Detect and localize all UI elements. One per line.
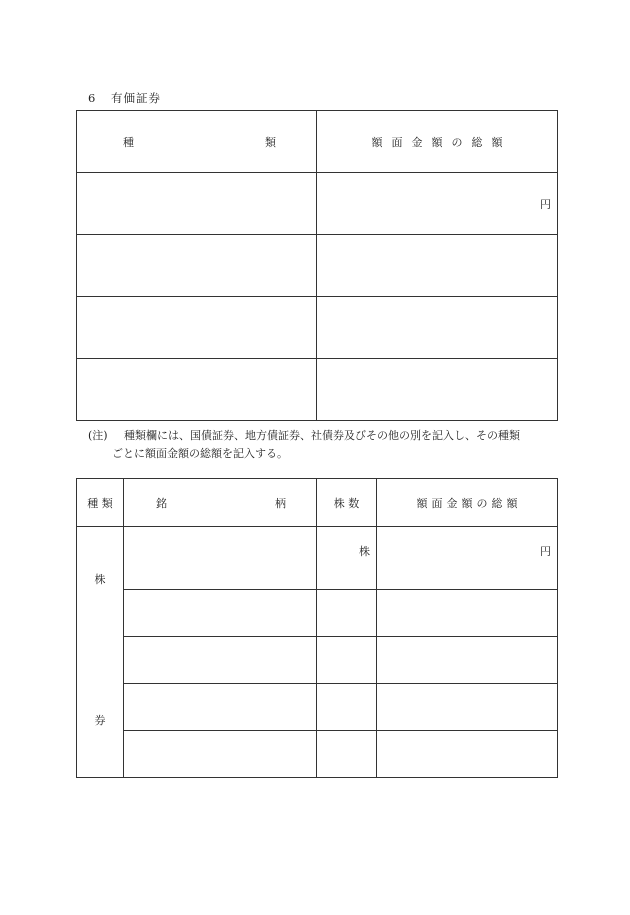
amount-header [317,111,558,173]
yen-unit: 円 [540,545,551,558]
kind-cell[interactable] [77,297,317,359]
yen-unit: 円 [540,197,551,211]
table-row [77,731,558,778]
amount-header-label: 額面金額の総額 [416,496,522,510]
securities-table [76,110,558,421]
section-number: 6 [88,91,97,105]
kind-cell[interactable] [77,173,317,235]
table-header-row [77,111,558,173]
kind-header-right: 類 [265,135,276,149]
kind-header [77,479,124,527]
table-row [77,173,558,235]
shares-header-label: 株 数 [333,496,360,510]
table-row [77,235,558,297]
shares-unit: 株 [359,545,370,558]
note-line-1: 種類欄には、国債証券、地方債証券、社債券及びその他の別を記入し、その種類 [124,429,520,442]
kind-header-left: 種 [123,135,134,149]
amount-cell[interactable] [377,527,558,590]
amount-cell[interactable] [317,359,558,421]
note [88,427,558,463]
section-title: 有価証券 [110,91,161,105]
brand-header-left: 銘 [156,496,167,510]
amount-cell[interactable] [317,297,558,359]
brand-cell[interactable] [124,637,317,684]
table-row [77,359,558,421]
amount-cell[interactable] [377,731,558,778]
kind-label-bottom: 券 [94,714,106,727]
kind-header [77,111,317,173]
kind-label-top: 株 [94,573,106,586]
note-tag: (注) [88,429,108,442]
brand-header [124,479,317,527]
brand-header-right: 柄 [275,496,286,510]
shares-cell[interactable] [317,527,377,590]
amount-cell[interactable] [377,637,558,684]
note-line-2: ごとに額面金額の総額を記入する。 [112,447,288,460]
kind-header-label: 種 類 [87,496,113,510]
kind-merged-cell [77,527,124,778]
shares-cell[interactable] [317,590,377,637]
amount-cell[interactable] [377,590,558,637]
section-heading [88,90,161,106]
kind-cell[interactable] [77,359,317,421]
shares-cell[interactable] [317,684,377,731]
stock-certificates-table [76,478,558,778]
kind-cell[interactable] [77,235,317,297]
brand-cell[interactable] [124,527,317,590]
brand-cell[interactable] [124,684,317,731]
table-row [77,590,558,637]
amount-cell[interactable] [317,235,558,297]
table-row [77,297,558,359]
brand-cell[interactable] [124,731,317,778]
amount-cell[interactable] [317,173,558,235]
table-row [77,684,558,731]
shares-cell[interactable] [317,637,377,684]
table-header-row [77,479,558,527]
amount-header-label: 額面金額の総額 [371,135,512,149]
shares-cell[interactable] [317,731,377,778]
table-row [77,637,558,684]
table-row [77,527,558,590]
amount-cell[interactable] [377,684,558,731]
brand-cell[interactable] [124,590,317,637]
amount-header [377,479,558,527]
shares-header [317,479,377,527]
